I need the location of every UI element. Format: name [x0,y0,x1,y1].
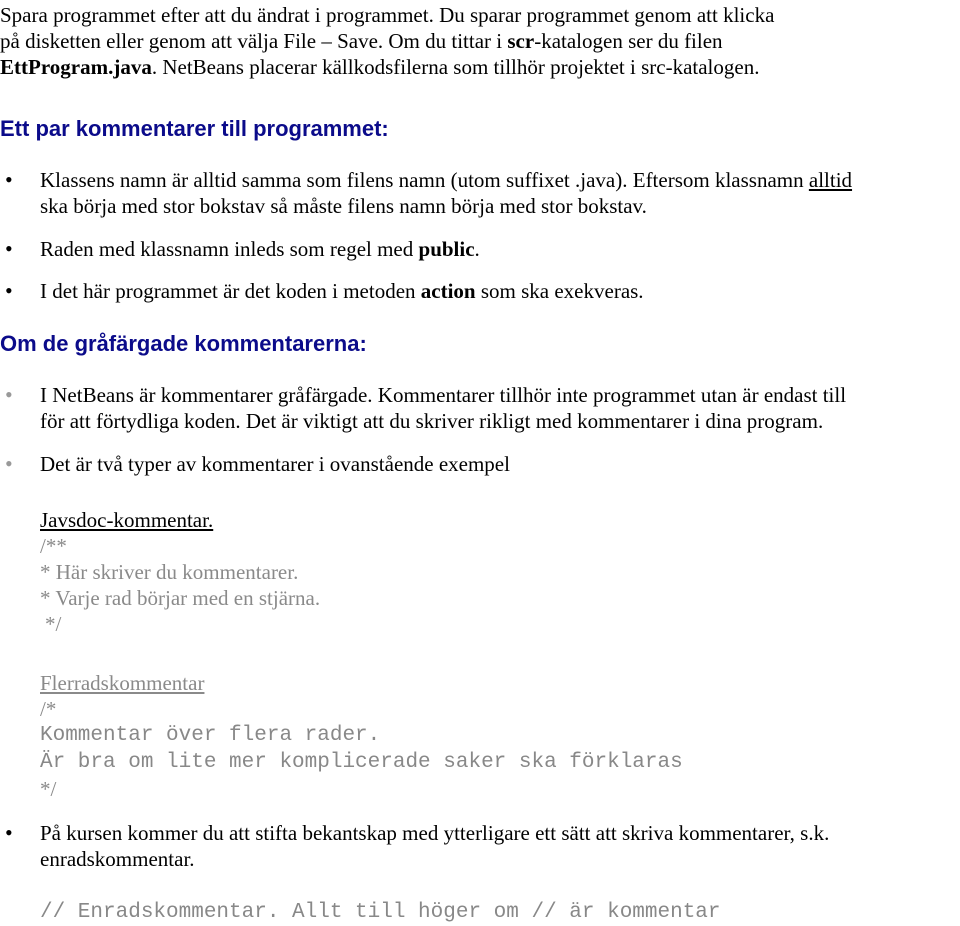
javadoc-block: Javsdoc-kommentar. /** * Här skriver du kommentarer. * Varje rad börjar med en stjärna. */ [40,507,940,637]
intro-line-3: EttProgram.java. NetBeans placerar källkodsfilerna som tillhör projektet i src-katalogen. [0,55,760,79]
multiline-title: Flerradskommentar [40,671,205,695]
heading-comments-program: Ett par kommentarer till programmet: [0,116,389,141]
document-page: Spara programmet efter att du ändrat i programmet. Du sparar programmet genom att klicka på disketten eller genom att välja File – Save. Om du tittar i scr-katalogen ser du filen EttProgram.java. NetBeans placerar källkodsfilerna som tillhör projektet i src-katalogen. Ett par kommentarer till programmet: • Klassens namn är alltid samma som filens namn (utom suffixet .java). Eftersom klassnamn alltid ska börja med stor bokstav så måste filens namn börja med stor bokstav. • Raden med klassnamn inleds som regel med public. • I det här programmet är det koden i metoden action som ska exekveras. Om de gråfärgade kommentarerna: • I NetBeans är kommentarer gråfärgade. Kommentarer tillhör inte programmet utan är endast till för att förtydliga koden. Det är viktigt att du skriver rikligt med kommentarer i dina program. • Det är två typer av kommentarer i ovanstående exempel Javsdoc-kommentar. /** * Här skriver du kommentarer. * Varje rad börjar med en stjärna. */ Flerradskommentar /* Kommentar över flera rader. Är bra om lite mer komplicerade saker ska förklaras */ • På kursen kommer du att stifta bekantskap med ytterligare ett sätt att skriva kommentarer, s.k. enradskommentar. // Enradskommentar. Allt till höger om // är kommentar [0,0,960,925]
bullet-icon: • [5,382,13,407]
bullet-icon: • [5,167,13,192]
bullet-icon: • [5,236,13,261]
multiline-comment-block: Flerradskommentar /* Kommentar över flera rader. Är bra om lite mer komplicerade saker ska förklaras */ [40,670,940,802]
javadoc-title: Javsdoc-kommentar. [40,508,214,532]
single-line-comment: // Enradskommentar. Allt till höger om // är kommentar [40,901,721,924]
heading-gray-comments: Om de gråfärgade kommentarerna: [0,331,367,356]
intro-line-1: Spara programmet efter att du ändrat i programmet. Du sparar programmet genom att klicka [0,3,775,27]
intro-paragraph [0,2,958,80]
bullet-icon: • [5,278,13,303]
bullet-icon: • [5,451,13,476]
bullet-icon: • [5,820,13,845]
intro-line-2: på disketten eller genom att välja File – Save. Om du tittar i scr-katalogen ser du filen [0,29,723,53]
